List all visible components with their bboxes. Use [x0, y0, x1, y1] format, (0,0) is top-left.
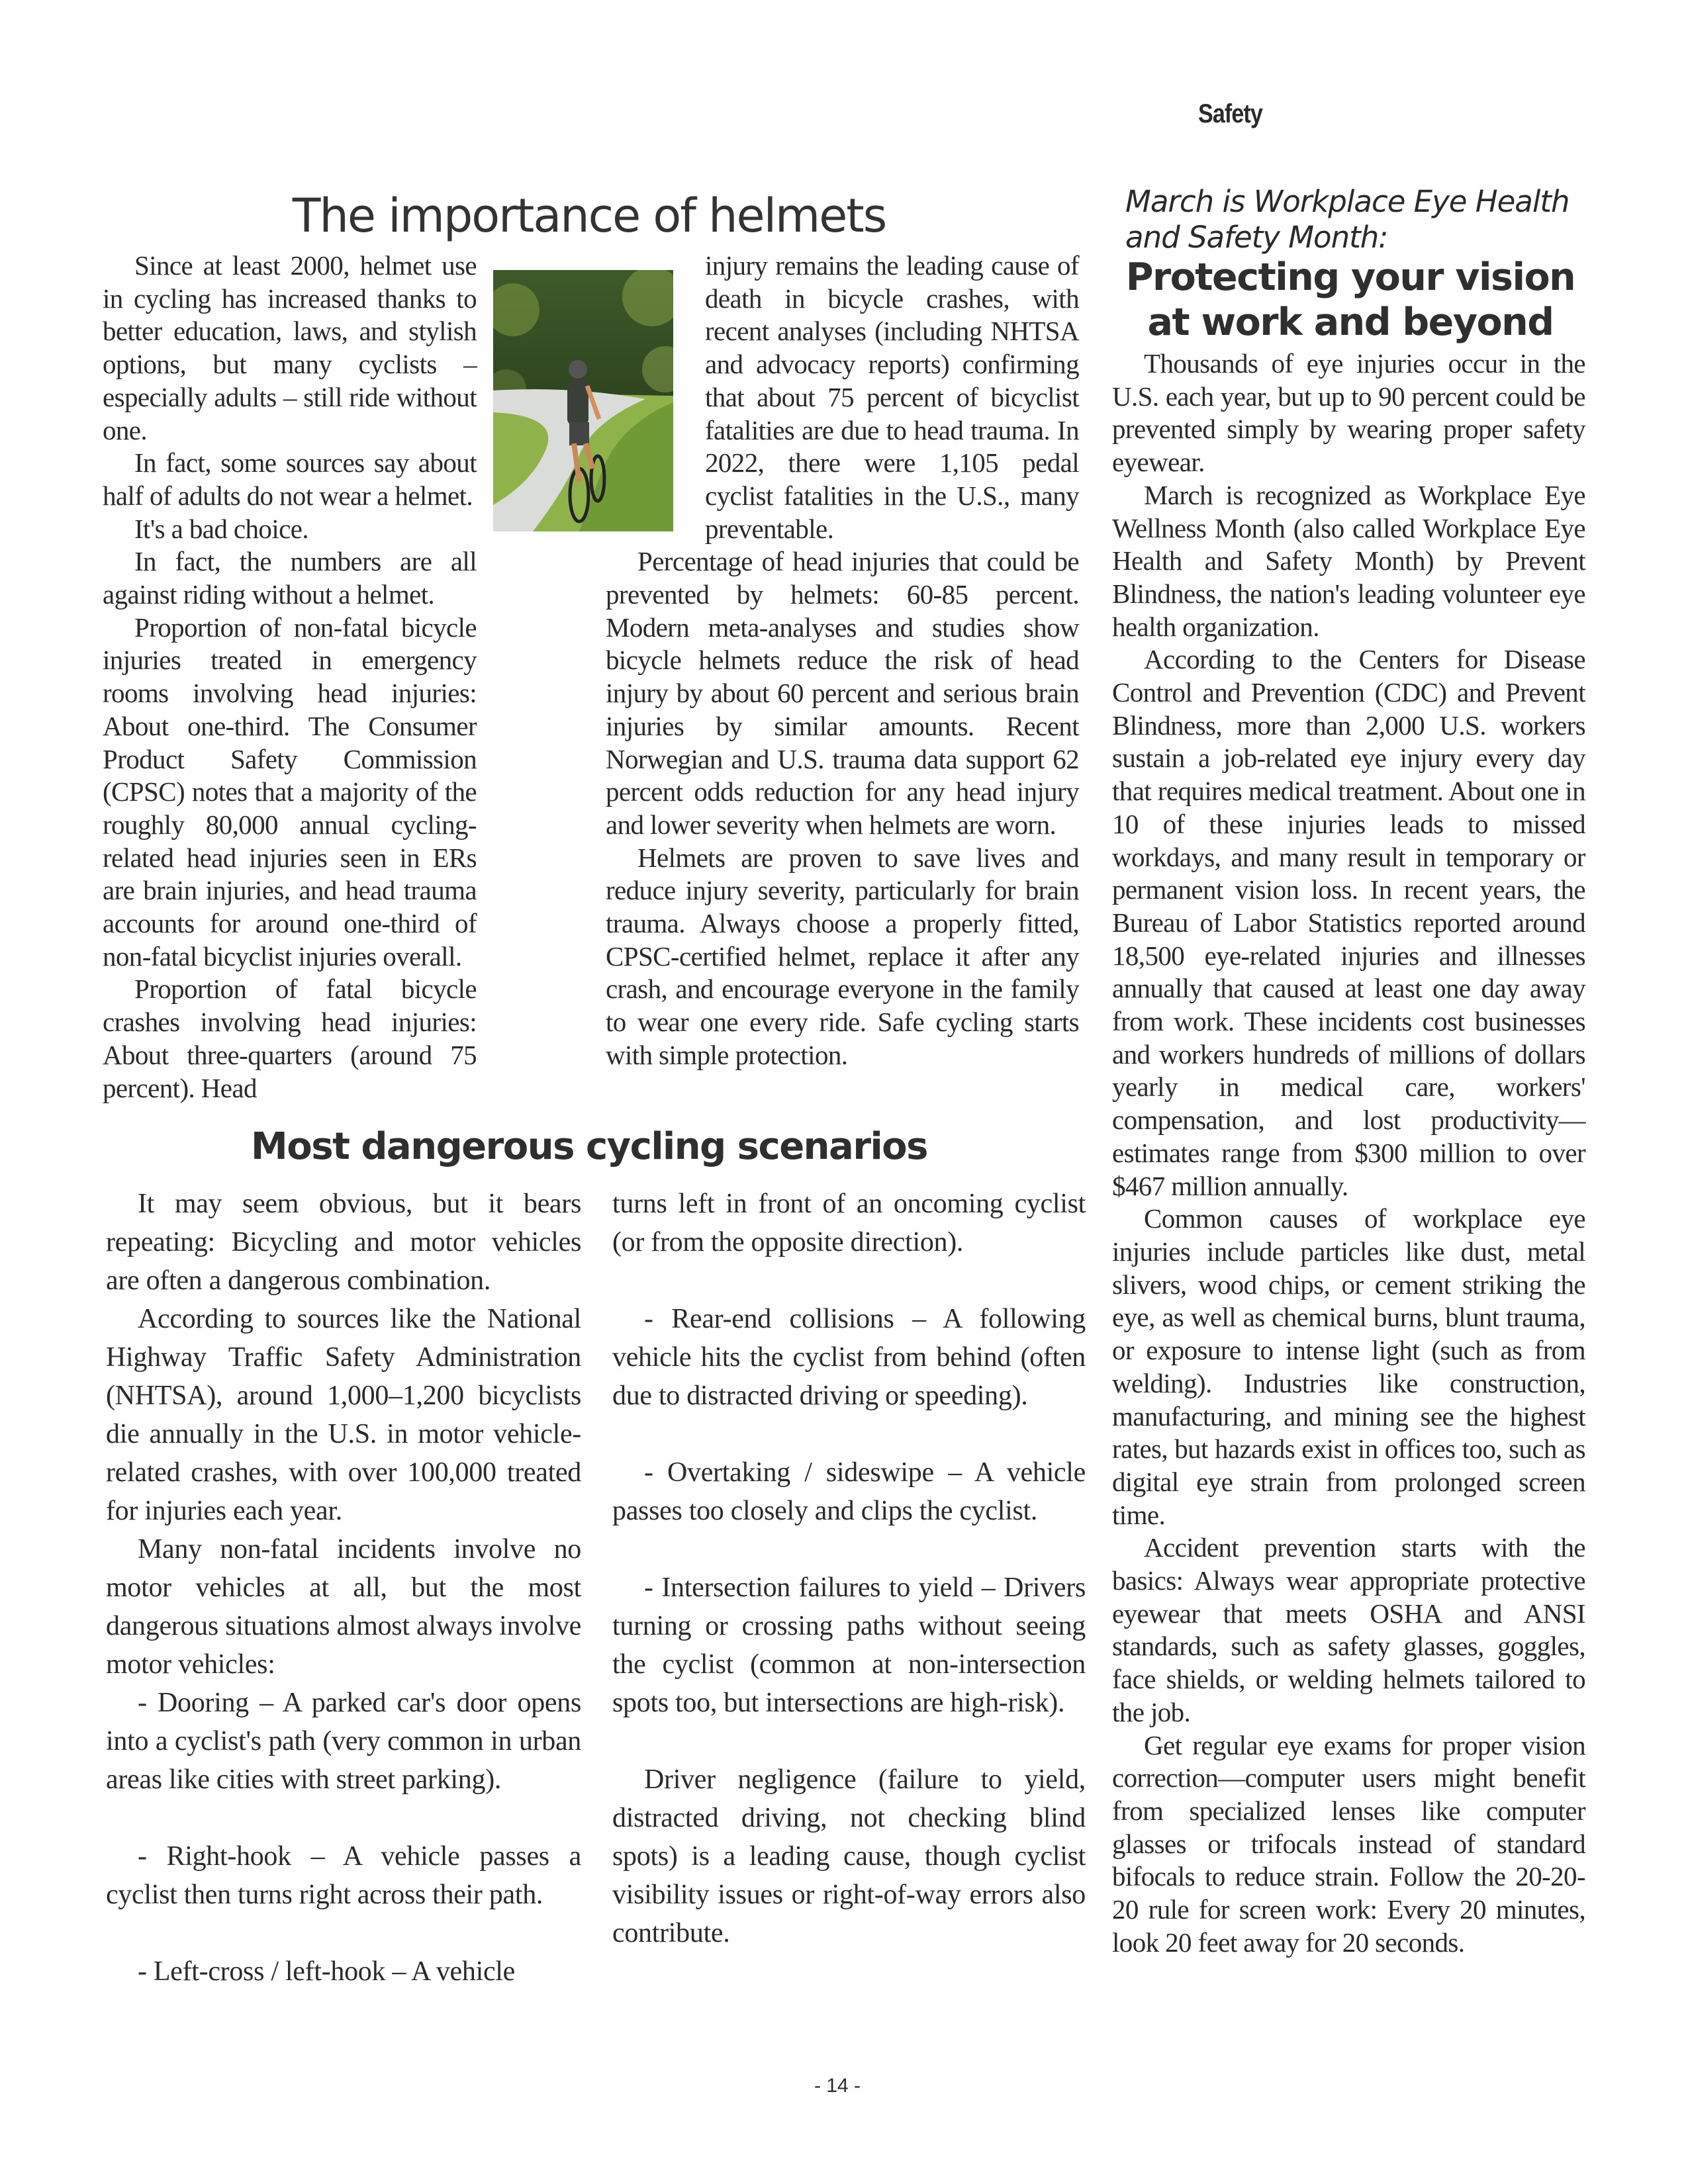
helmets-article-title: The importance of helmets: [292, 189, 886, 243]
paragraph: In fact, the numbers are all against riding without a helmet.: [103, 546, 477, 610]
paragraph: It's a bad choice.: [134, 513, 308, 544]
paragraph: Many non-fatal incidents involve no motor vehicles at all, but the most dangerous situations almost always involve motor vehicles:: [106, 1534, 581, 1680]
paragraph: Proportion of fatal bicycle crashes involving head injuries: About three-quarters (around 75 percent). Head: [103, 974, 477, 1103]
section-label: Safety: [1198, 99, 1262, 128]
scenarios-column-1: [106, 1185, 581, 1991]
helmets-column-1: [103, 250, 477, 1105]
cycling-scenarios-title: Most dangerous cycling scenarios: [251, 1125, 927, 1168]
paragraph: It may seem obvious, but it bears repeating: Bicycling and motor vehicles are often a dangerous combination.: [106, 1189, 581, 1296]
eye-health-column: [1112, 347, 1585, 1959]
list-item: - Overtaking / sideswipe – A vehicle passes too closely and clips the cyclist.: [612, 1457, 1086, 1526]
paragraph: In fact, some sources say about half of adults do not wear a helmet.: [103, 447, 477, 511]
paragraph: Get regular eye exams for proper vision correction—computer users might benefit from specialized lenses like computer glasses or trifocals instead of standard bifocals to reduce strain. Follow the 20-20-20 rule for screen work: Every 20 minutes, look 20 feet away for 20 seconds.: [1112, 1729, 1585, 1958]
list-item: - Rear-end collisions – A following vehicle hits the cyclist from behind (often due to distracted driving or speeding).: [612, 1304, 1086, 1411]
paragraph: Driver negligence (failure to yield, distracted driving, not checking blind spots) is a leading cause, though cyclist visibility issues or right-of-way errors also contribute.: [612, 1764, 1086, 1948]
page-number: - 14 -: [814, 2075, 861, 2097]
helmets-column-2: [606, 250, 1079, 1072]
eye-health-kicker: March is Workplace Eye Health and Safety Month:: [1125, 184, 1570, 255]
paragraph: Thousands of eye injuries occur in the U.S. each year, but up to 90 percent could be prevented simply by wearing proper safety eyewear.: [1112, 348, 1585, 478]
paragraph: injury remains the leading cause of death in bicycle crashes, with recent analyses (including NHTSA and advocacy reports) confirming that about 75 percent of bicyclist fatalities are due to head trauma. In 2022, there were 1,105 pedal cyclist fatalities in the U.S., many preventable.: [705, 250, 1079, 544]
paragraph: March is recognized as Workplace Eye Wellness Month (also called Workplace Eye Health and Safety Month) by Prevent Blindness, the nation's leading volunteer eye health organization.: [1112, 479, 1585, 642]
paragraph: Accident prevention starts with the basics: Always wear appropriate protective eyewear that meets OSHA and ANSI standards, such as safety glasses, goggles, face shields, or welding helmets tailored to the job.: [1112, 1532, 1585, 1727]
list-item: turns left in front of an oncoming cyclist (or from the opposite direction).: [612, 1189, 1086, 1257]
list-item: - Intersection failures to yield – Drivers turning or crossing paths without seeing the cyclist (common at non-intersection spots too, but intersections are high-risk).: [612, 1572, 1086, 1718]
paragraph: Proportion of non-fatal bicycle injuries treated in emergency rooms involving head injuries: About one-third. The Consumer Product Safety Commission (CPSC) notes that a majority of the roughly 80,000 annual cycling-related head injuries seen in ERs are brain injuries, and head trauma accounts for around one-third of non-fatal bicyclist injuries overall.: [103, 612, 477, 972]
paragraph: Helmets are proven to save lives and reduce injury severity, particularly for brain trauma. Always choose a properly fitted, CPSC-certified helmet, replace it after any crash, and encourage everyone in the family to wear one every ride. Safe cycling starts with simple protection.: [606, 842, 1079, 1070]
list-item: - Dooring – A parked car's door opens into a cyclist's path (very common in urban areas like cities with street parking).: [106, 1688, 581, 1795]
paragraph: Percentage of head injuries that could be prevented by helmets: 60-85 percent. Modern meta-analyses and studies show bicycle helmets reduce the risk of head injury by about 60 percent and serious brain injuries by similar amounts. Recent Norwegian and U.S. trauma data support 62 percent odds reduction for any head injury and lower severity when helmets are worn.: [606, 546, 1079, 840]
list-item: - Left-cross / left-hook – A vehicle: [138, 1956, 516, 1987]
scenarios-column-2: [612, 1185, 1086, 1952]
paragraph: According to sources like the National Highway Traffic Safety Administration (NHTSA), around 1,000–1,200 bicyclists die annually in the U.S. in motor vehicle-related crashes, with over 100,000 treated for injuries each year.: [106, 1304, 581, 1526]
paragraph: According to the Centers for Disease Control and Prevention (CDC) and Prevent Blindness, more than 2,000 U.S. workers sustain a job-related eye injury every day that requires medical treatment. About one in 10 of these injuries leads to missed workdays, and many result in temporary or permanent vision loss. In recent years, the Bureau of Labor Statistics reported around 18,500 eye-related injuries and illnesses annually that caused at least one day away from work. These incidents cost businesses and workers hundreds of millions of dollars yearly in medical care, workers' compensation, and lost productivity—estimates range from $300 million to over $467 million annually.: [1112, 644, 1585, 1201]
paragraph: Since at least 2000, helmet use in cycling has increased thanks to better education, laws, and stylish options, but many cyclists – especially adults – still ride without one.: [103, 250, 477, 445]
eye-health-title: Protecting your vision at work and beyond: [1125, 255, 1575, 344]
paragraph: Common causes of workplace eye injuries include particles like dust, metal slivers, wood chips, or cement striking the eye, as well as chemical burns, blunt trauma, or exposure to intense light (such as from welding). Industries like construction, manufacturing, and mining see the highest rates, but hazards exist in offices too, such as digital eye strain from prolonged screen time.: [1112, 1203, 1585, 1530]
list-item: - Right-hook – A vehicle passes a cyclist then turns right across their path.: [106, 1841, 581, 1910]
